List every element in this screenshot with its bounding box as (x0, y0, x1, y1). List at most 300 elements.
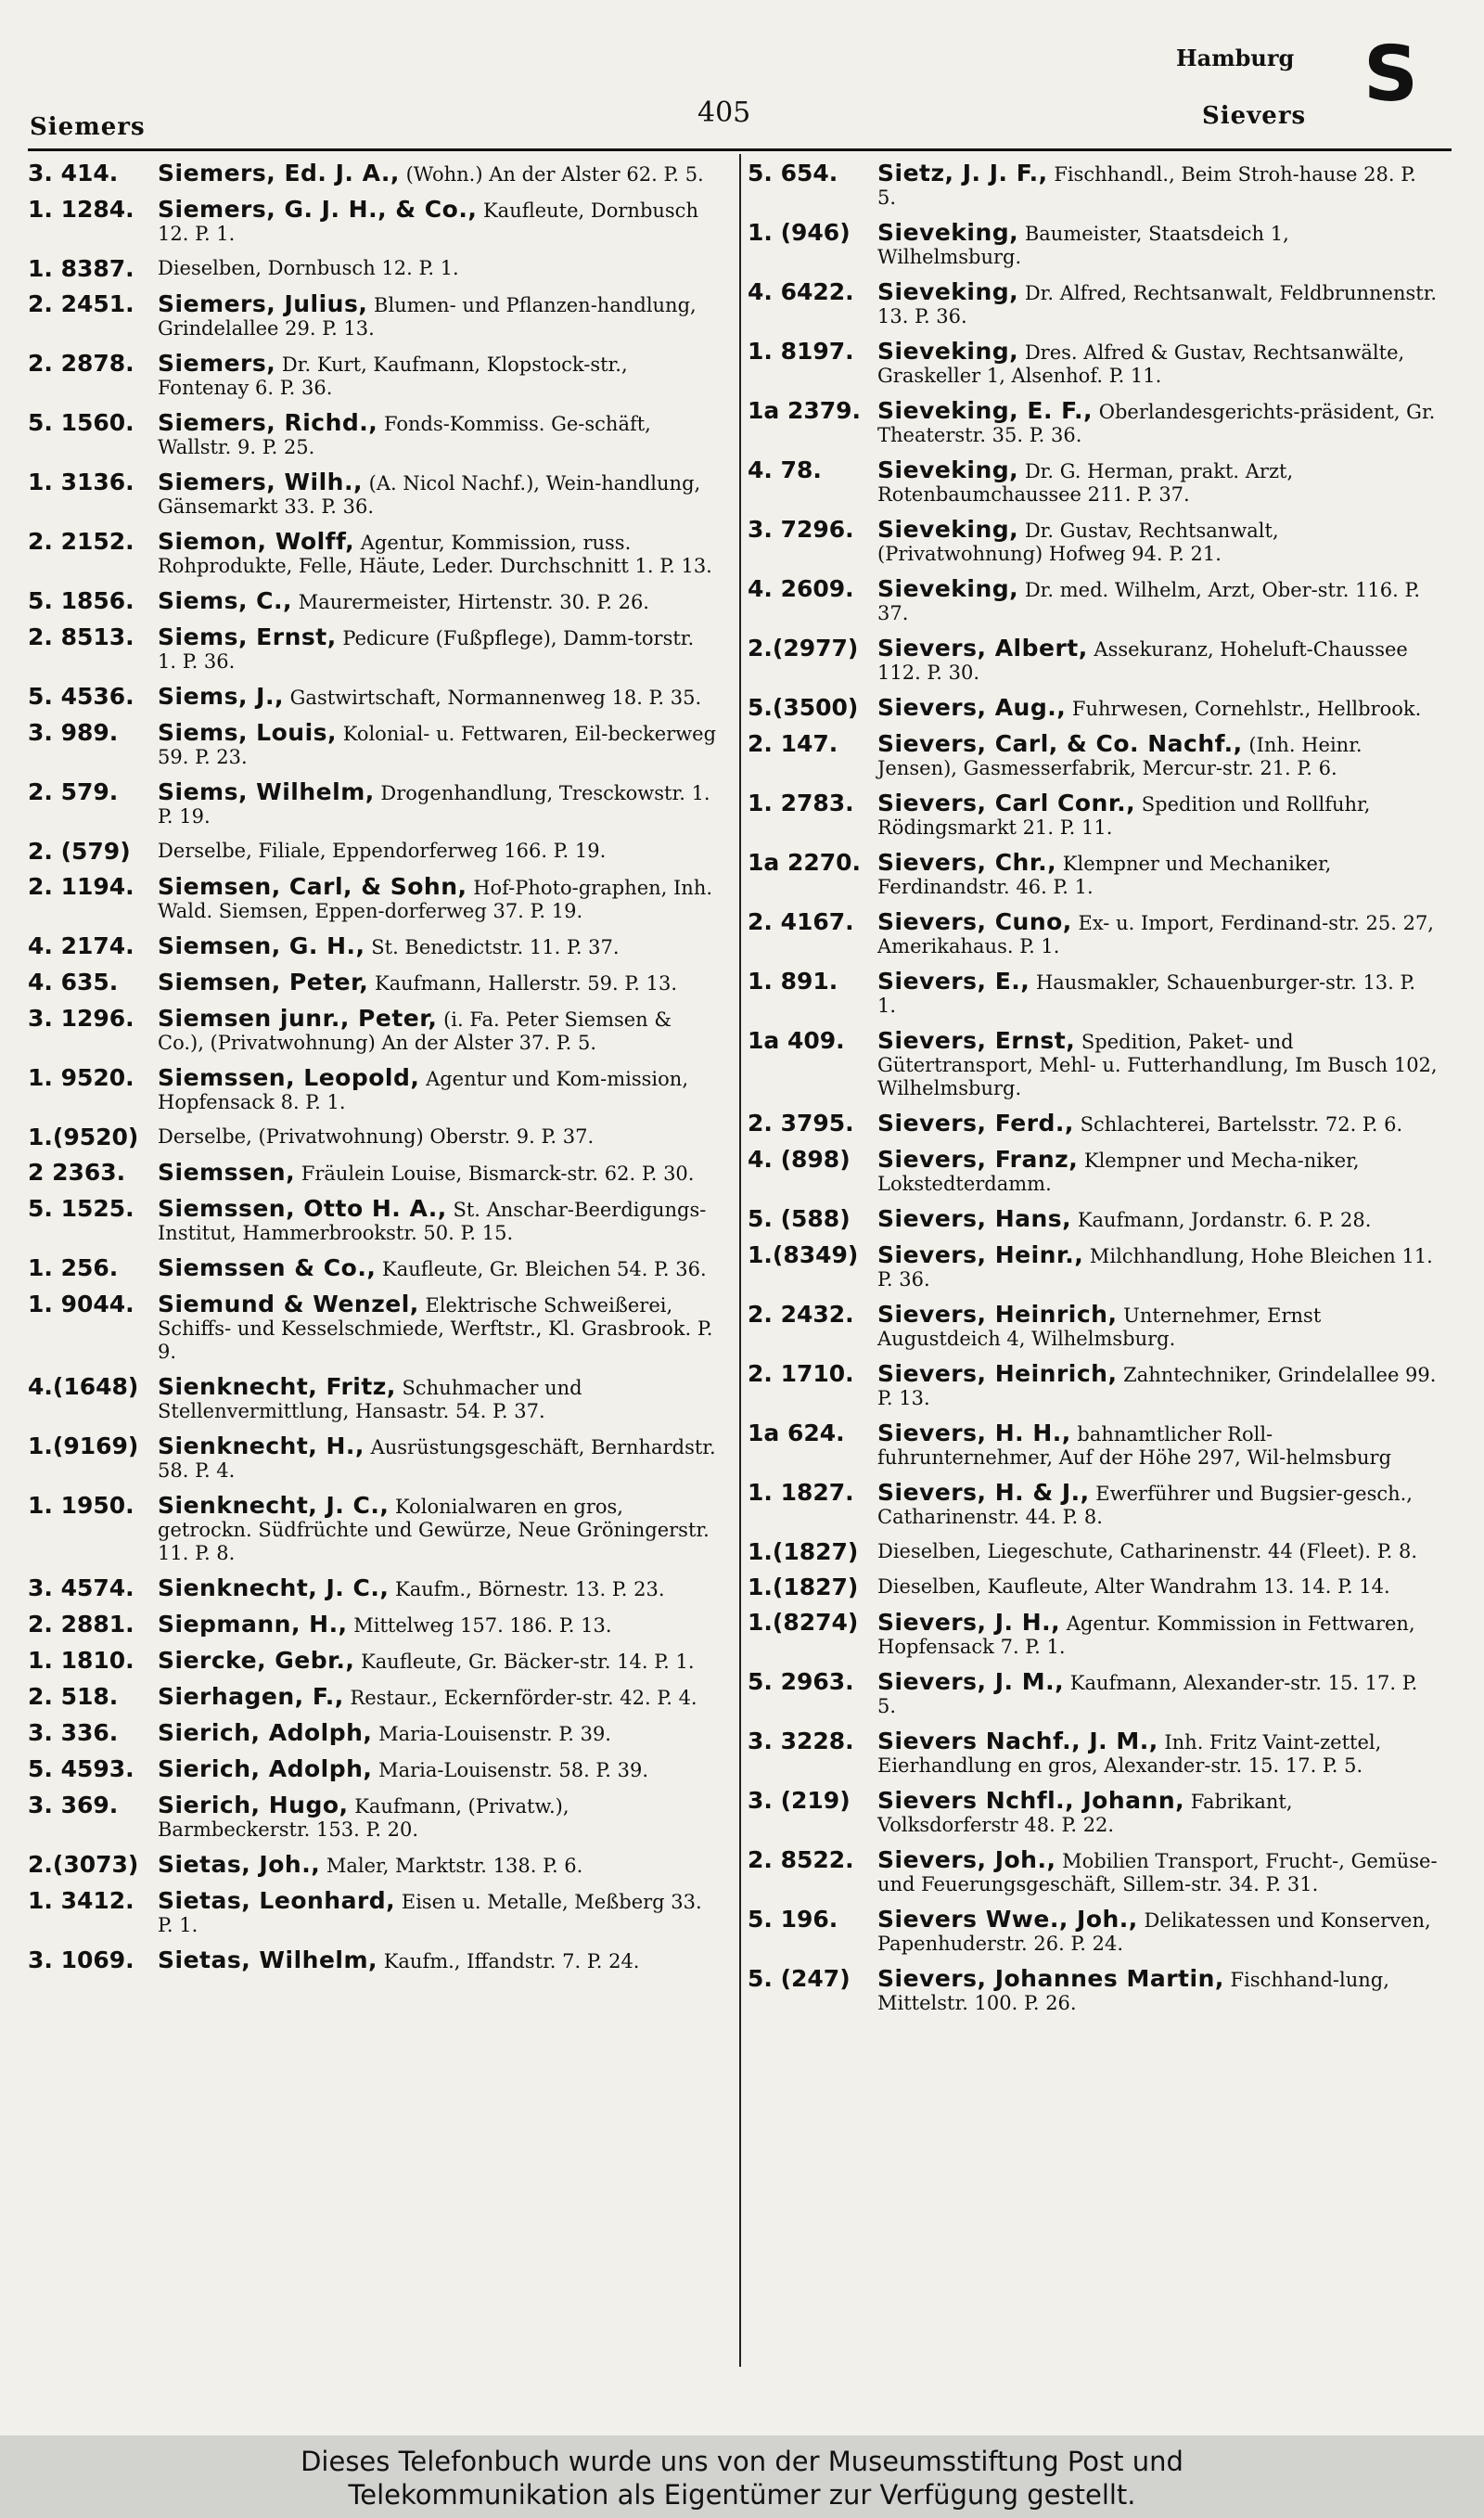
phone-number: 2. 2152. (28, 528, 134, 555)
entry-text (877, 280, 1438, 328)
subscriber-details: Derselbe, Filiale, Eppendorferweg 166. P. 19. (158, 840, 607, 862)
subscriber-name: Siepmann, H., (158, 1611, 348, 1638)
subscriber-details: Assekuranz, Hoheluft-Chaussee 112. P. 30. (877, 638, 1408, 684)
directory-entry (748, 1908, 1438, 1956)
subscriber-name: Sievers, Heinr., (877, 1241, 1084, 1268)
subscriber-name: Sienknecht, J. C., (158, 1574, 390, 1601)
directory-entry (748, 221, 1438, 269)
phone-number: 3. 989. (28, 719, 119, 746)
directory-entry (28, 1948, 718, 1973)
directory-entry (748, 1029, 1438, 1100)
phone-number: 1.(9520) (28, 1124, 139, 1150)
subscriber-details: Kolonial- u. Fettwaren, Eil-beckerweg 59. P. 23. (158, 723, 717, 768)
entry-text (158, 625, 718, 674)
phone-number: 4. 2174. (28, 932, 134, 959)
directory-entry (748, 458, 1438, 507)
directory-entry (748, 1421, 1438, 1470)
subscriber-name: Sievers, J. M., (877, 1668, 1065, 1695)
directory-entry (28, 411, 718, 459)
phone-number: 2. 147. (748, 730, 838, 757)
phone-number: 1. 256. (28, 1254, 119, 1281)
phone-number: 2.(3073) (28, 1851, 139, 1878)
phone-number: 2. 2451. (28, 290, 134, 317)
subscriber-name: Sievers, Chr., (877, 849, 1057, 876)
directory-entry (28, 1161, 718, 1186)
entry-text (877, 1967, 1438, 2015)
subscriber-details: Fischhandl., Beim Stroh-hause 28. P. 5. (877, 163, 1416, 209)
entry-text (158, 530, 718, 578)
subscriber-name: Siemers, Wilh., (158, 469, 363, 495)
directory-entry (28, 934, 718, 959)
entry-text (158, 780, 718, 829)
directory-entry (748, 399, 1438, 447)
subscriber-details: Kaufleute, Dornbusch 12. P. 1. (158, 199, 698, 245)
header-right-keyword: Sievers (1202, 102, 1307, 130)
phone-number: 2.(2977) (748, 635, 859, 662)
directory-entry (748, 1967, 1438, 2015)
page-number: 405 (697, 96, 751, 129)
subscriber-details: Fabrikant, Volksdorferstr 48. P. 22. (877, 1791, 1293, 1836)
phone-number: 1. 1284. (28, 196, 134, 223)
phone-number: 1.(1827) (748, 1574, 859, 1600)
phone-number: 1. 3412. (28, 1887, 134, 1914)
directory-entry (28, 1853, 718, 1878)
entry-text (158, 875, 718, 923)
subscriber-name: Siems, Ernst, (158, 623, 337, 650)
subscriber-details: Dr. Gustav, Rechtsanwalt, (Privatwohnung) Hofweg 94. P. 21. (877, 520, 1279, 565)
phone-number: 3. 414. (28, 160, 119, 186)
directory-entry (28, 470, 718, 519)
subscriber-name: Sierich, Adolph, (158, 1755, 373, 1782)
subscriber-details: Kolonialwaren en gros, getrockn. Südfrüchte und Gewürze, Neue Gröningerstr. 11. P. 8. (158, 1496, 710, 1564)
subscriber-name: Sievers, Aug., (877, 694, 1067, 721)
subscriber-name: Siemssen, Leopold, (158, 1064, 420, 1091)
phone-number: 2. 1194. (28, 873, 134, 900)
phone-number: 1. (946) (748, 219, 851, 246)
subscriber-details: Restaur., Eckernförder-str. 42. P. 4. (343, 1687, 697, 1709)
phone-number: 1. 8387. (28, 255, 134, 282)
phone-number: 2 2363. (28, 1159, 126, 1186)
subscriber-name: Sievers Wwe., Joh., (877, 1906, 1138, 1933)
directory-entry (28, 840, 718, 864)
subscriber-name: Sievers, J. H., (877, 1609, 1061, 1636)
subscriber-details: Schlachterei, Bartelsstr. 72. P. 6. (1073, 1113, 1403, 1136)
subscriber-name: Siems, Louis, (158, 719, 338, 746)
subscriber-details: Dr. Alfred, Rechtsanwalt, Feldbrunnenstr. 13. P. 36. (877, 282, 1438, 328)
subscriber-name: Sieveking, (877, 219, 1019, 246)
subscriber-name: Sietas, Leonhard, (158, 1887, 396, 1914)
phone-number: 5. 654. (748, 160, 838, 186)
entry-text (158, 1889, 718, 1937)
entry-text (158, 1494, 718, 1565)
entry-text (877, 399, 1438, 447)
entry-text (158, 721, 718, 769)
directory-entry (28, 1649, 718, 1674)
phone-number: 3. 1296. (28, 1005, 134, 1032)
entry-text (877, 1421, 1438, 1470)
phone-number: 2. 8513. (28, 623, 134, 650)
directory-entry (28, 1125, 718, 1150)
entry-text (877, 791, 1438, 840)
entry-text (877, 1848, 1438, 1896)
subscriber-details: Kaufmann, (Privatw.), Barmbeckerstr. 153. P. 20. (158, 1795, 569, 1841)
phone-number: 1. 1827. (748, 1479, 854, 1506)
header-rule (28, 148, 1452, 151)
subscriber-details: Kaufleute, Gr. Bleichen 54. P. 36. (376, 1258, 707, 1280)
entry-text (158, 1757, 718, 1782)
directory-entry (748, 1848, 1438, 1896)
phone-number: 2. 3795. (748, 1110, 854, 1137)
subscriber-name: Siems, Wilhelm, (158, 778, 375, 805)
phone-number: 5. (588) (748, 1205, 851, 1232)
directory-entry (748, 696, 1438, 721)
entry-text (158, 934, 718, 959)
directory-entry (28, 1685, 718, 1710)
subscriber-details: Hof-Photo-graphen, Inh. Wald. Siemsen, Eppen-dorferweg 37. P. 19. (158, 877, 713, 922)
entry-text (158, 1125, 718, 1150)
subscriber-name: Siemers, Julius, (158, 290, 368, 317)
directory-entry (28, 875, 718, 923)
subscriber-name: Sierich, Adolph, (158, 1719, 373, 1746)
subscriber-details: Fischhand-lung, Mittelstr. 100. P. 26. (877, 1969, 1389, 2014)
phone-number: 1. 9520. (28, 1064, 134, 1091)
subscriber-details: Schuhmacher und Stellenvermittlung, Hansastr. 54. P. 37. (158, 1377, 582, 1422)
entry-text (158, 352, 718, 400)
directory-entry (28, 589, 718, 614)
subscriber-details: Dr. G. Herman, prakt. Arzt, Rotenbaumchaussee 211. P. 37. (877, 460, 1294, 506)
entry-text (877, 1207, 1438, 1232)
directory-entry (28, 198, 718, 246)
phone-number: 1.(8349) (748, 1241, 859, 1268)
subscriber-name: Sievers, Franz, (877, 1146, 1079, 1173)
directory-entry (28, 1256, 718, 1281)
phone-number: 5.(3500) (748, 694, 859, 721)
phone-number: 5. 2963. (748, 1668, 854, 1695)
subscriber-details: bahnamtlicher Roll-fuhrunternehmer, Auf der Höhe 297, Wil-helmsburg (877, 1423, 1392, 1469)
directory-entry (28, 625, 718, 674)
entry-text (158, 1375, 718, 1423)
directory-entry (748, 910, 1438, 958)
directory-entry (28, 721, 718, 769)
entry-text (877, 1111, 1438, 1137)
subscriber-name: Sieveking, (877, 575, 1019, 602)
subscriber-name: Siemers, Ed. J. A., (158, 160, 400, 186)
directory-entry (748, 1362, 1438, 1410)
directory-entry (28, 1292, 718, 1364)
phone-number: 2. 8522. (748, 1846, 854, 1873)
subscriber-name: Siemers, (158, 350, 276, 377)
phone-number: 1a 2379. (748, 397, 862, 424)
subscriber-details: Mobilien Transport, Frucht-, Gemüse- und Feuerungsgeschäft, Sillem-str. 34. P. 31. (877, 1850, 1438, 1895)
entry-text (877, 1670, 1438, 1718)
subscriber-details: Zahntechniker, Grindelallee 99. P. 13. (877, 1364, 1437, 1409)
subscriber-name: Sievers, H. & J., (877, 1479, 1090, 1506)
subscriber-name: Sievers, Joh., (877, 1846, 1056, 1873)
directory-entry (748, 970, 1438, 1018)
subscriber-details: (Wohn.) An der Alster 62. P. 5. (399, 163, 704, 186)
phone-number: 2. 2881. (28, 1611, 134, 1638)
phone-number: 2. (579) (28, 838, 131, 865)
directory-entry (28, 1889, 718, 1937)
subscriber-name: Sievers, Albert, (877, 635, 1088, 662)
subscriber-name: Sieveking, (877, 456, 1019, 483)
phone-number: 1a 409. (748, 1027, 845, 1054)
entry-text (158, 1649, 718, 1674)
subscriber-details: Oberlandesgerichts-präsident, Gr. Theaterstr. 35. P. 36. (877, 401, 1436, 446)
entry-text (877, 910, 1438, 958)
phone-number: 2. 2878. (28, 350, 134, 377)
subscriber-details: Eisen u. Metalle, Meßberg 33. P. 1. (158, 1891, 702, 1936)
entry-text (877, 161, 1438, 210)
directory-entry (28, 1434, 718, 1483)
entry-text (877, 696, 1438, 721)
directory-entry (28, 1066, 718, 1114)
entry-text (877, 340, 1438, 388)
directory-entry (748, 1148, 1438, 1196)
entry-text (158, 1256, 718, 1281)
subscriber-details: Delikatessen und Konserven, Papenhuderstr. 26. P. 24. (877, 1909, 1431, 1955)
phone-number: 4. 6422. (748, 278, 854, 305)
subscriber-details: (A. Nicol Nachf.), Wein-handlung, Gänsemarkt 33. P. 36. (158, 472, 701, 518)
subscriber-name: Sievers, Ferd., (877, 1110, 1074, 1137)
subscriber-name: Sievers Nchfl., Johann, (877, 1787, 1185, 1814)
subscriber-name: Sienknecht, Fritz, (158, 1373, 396, 1400)
directory-entry (748, 1111, 1438, 1137)
directory-entry (28, 161, 718, 186)
directory-entry (748, 636, 1438, 685)
phone-number: 1. 9044. (28, 1291, 134, 1317)
subscriber-details: Kaufm., Börnestr. 13. P. 23. (389, 1578, 665, 1600)
subscriber-name: Sierich, Hugo, (158, 1792, 349, 1818)
subscriber-details: Dieselben, Liegeschute, Catharinenstr. 44 (Fleet). P. 8. (877, 1540, 1417, 1562)
directory-entry (28, 530, 718, 578)
directory-entry (748, 280, 1438, 328)
phone-number: 4. (898) (748, 1146, 851, 1173)
subscriber-name: Siemsen junr., Peter, (158, 1005, 438, 1032)
column-divider (739, 154, 741, 2367)
subscriber-details: Ex- u. Import, Ferdinand-str. 25. 27, Amerikahaus. P. 1. (877, 912, 1434, 957)
phone-number: 2. 4167. (748, 908, 854, 935)
subscriber-name: Sietas, Joh., (158, 1851, 321, 1878)
entry-text (877, 1362, 1438, 1410)
directory-entry (28, 1007, 718, 1055)
subscriber-details: Hausmakler, Schauenburger-str. 13. P. 1. (877, 971, 1416, 1017)
entry-text (158, 1066, 718, 1114)
subscriber-details: Maler, Marktstr. 138. P. 6. (320, 1855, 583, 1877)
subscriber-name: Sievers, Carl Conr., (877, 790, 1136, 816)
directory-entry (748, 732, 1438, 780)
subscriber-name: Sieveking, (877, 338, 1019, 365)
entry-text (158, 970, 718, 996)
entry-text (877, 577, 1438, 625)
subscriber-details: Milchhandlung, Hohe Bleichen 11. P. 36. (877, 1245, 1433, 1291)
directory-entry (748, 1611, 1438, 1659)
phone-number: 3. 1069. (28, 1946, 134, 1973)
phone-number: 2. 579. (28, 778, 119, 805)
phone-number: 3. 7296. (748, 516, 854, 543)
subscriber-details: Maria-Louisenstr. 58. P. 39. (372, 1759, 649, 1781)
phone-number: 1. 8197. (748, 338, 854, 365)
subscriber-details: (Inh. Heinr. Jensen), Gasmesserfabrik, Mercur-str. 21. P. 6. (877, 734, 1362, 779)
subscriber-name: Siercke, Gebr., (158, 1647, 355, 1674)
subscriber-name: Sievers, Carl, & Co. Nachf., (877, 730, 1243, 757)
subscriber-name: Siemssen, Otto H. A., (158, 1195, 447, 1222)
entry-text (877, 1575, 1438, 1599)
phone-number: 1. 1810. (28, 1647, 134, 1674)
phone-number: 5. 1525. (28, 1195, 134, 1222)
directory-entry (748, 1540, 1438, 1564)
directory-entry (748, 1481, 1438, 1529)
subscriber-details: Klempner und Mechaniker, Ferdinandstr. 46. P. 1. (877, 853, 1332, 898)
subscriber-details: Fräulein Louise, Bismarck-str. 62. P. 30. (295, 1163, 695, 1185)
subscriber-details: Kaufmann, Hallerstr. 59. P. 13. (368, 972, 678, 995)
subscriber-details: Derselbe, (Privatwohnung) Oberstr. 9. P. 37. (158, 1125, 595, 1148)
entry-text (877, 1148, 1438, 1196)
directory-entry (748, 1789, 1438, 1837)
subscriber-name: Siemssen, (158, 1159, 296, 1186)
phone-number: 4. 635. (28, 969, 119, 996)
phone-number: 4. 78. (748, 456, 822, 483)
entry-text (158, 589, 718, 614)
header-letter: S (1363, 31, 1419, 119)
entry-text (877, 636, 1438, 685)
subscriber-name: Sievers Nachf., J. M., (877, 1728, 1158, 1754)
subscriber-details: Dieselben, Kaufleute, Alter Wandrahm 13. 14. P. 14. (877, 1575, 1390, 1598)
header-left-keyword: Siemers (30, 113, 146, 141)
subscriber-details: St. Benedictstr. 11. P. 37. (365, 936, 620, 958)
entry-text (877, 1729, 1438, 1778)
phone-number: 5. (247) (748, 1965, 851, 1992)
subscriber-details: Dres. Alfred & Gustav, Rechtsanwälte, Graskeller 1, Alsenhof. P. 11. (877, 341, 1405, 387)
subscriber-name: Sietz, J. J. F., (877, 160, 1048, 186)
subscriber-details: Agentur. Kommission in Fettwaren, Hopfensack 7. P. 1. (877, 1612, 1415, 1658)
directory-entry (748, 791, 1438, 840)
subscriber-details: Inh. Fritz Vaint-zettel, Eierhandlung en gros, Alexander-str. 15. 17. P. 5. (877, 1731, 1382, 1777)
entry-text (158, 161, 718, 186)
subscriber-name: Siemon, Wolff, (158, 528, 355, 555)
subscriber-details: Pedicure (Fußpflege), Damm-torstr. 1. P. 36. (158, 627, 695, 673)
subscriber-name: Siemsen, Carl, & Sohn, (158, 873, 467, 900)
directory-entry (28, 1793, 718, 1842)
phone-number: 1.(8274) (748, 1609, 859, 1636)
subscriber-details: Maria-Louisenstr. P. 39. (372, 1723, 611, 1745)
phone-number: 5. 4536. (28, 683, 134, 710)
subscriber-details: Baumeister, Staatsdeich 1, Wilhelmsburg. (877, 223, 1289, 268)
directory-entry (28, 1576, 718, 1601)
entry-text (877, 1789, 1438, 1837)
subscriber-name: Sievers, E., (877, 968, 1030, 995)
entry-text (158, 1612, 718, 1638)
phone-number: 3. 4574. (28, 1574, 134, 1601)
phone-number: 3. (219) (748, 1787, 851, 1814)
subscriber-name: Sievers, H. H., (877, 1420, 1071, 1446)
phone-number: 3. 336. (28, 1719, 119, 1746)
footer-notice (0, 2435, 1484, 2518)
directory-entry (28, 970, 718, 996)
entry-text (158, 1853, 718, 1878)
subscriber-name: Sienknecht, H., (158, 1432, 365, 1459)
directory-entry (28, 292, 718, 340)
phone-number: 2. 518. (28, 1683, 119, 1710)
subscriber-details: (i. Fa. Peter Siemsen & Co.), (Privatwohnung) An der Alster 37. P. 5. (158, 1008, 672, 1054)
directory-entry (28, 257, 718, 281)
entry-text (877, 518, 1438, 566)
subscriber-details: Fonds-Kommiss. Ge-schäft, Wallstr. 9. P. 25. (158, 413, 651, 458)
phone-number: 4.(1648) (28, 1373, 139, 1400)
subscriber-name: Sieveking, (877, 278, 1019, 305)
right-column (748, 161, 1438, 2026)
entry-text (877, 221, 1438, 269)
directory-entry (748, 340, 1438, 388)
subscriber-details: Klempner und Mecha-niker, Lokstedterdamm. (877, 1150, 1360, 1195)
subscriber-name: Siemsen, Peter, (158, 969, 369, 996)
phone-number: 4. 2609. (748, 575, 854, 602)
entry-text (158, 198, 718, 246)
entry-text (158, 1948, 718, 1973)
header-city: Hamburg (1176, 45, 1295, 71)
entry-text (877, 1481, 1438, 1529)
entry-text (877, 1303, 1438, 1351)
subscriber-details: Dr. med. Wilhelm, Arzt, Ober-str. 116. P. 37. (877, 579, 1421, 624)
subscriber-details: Unternehmer, Ernst Augustdeich 4, Wilhelmsburg. (877, 1304, 1322, 1350)
entry-text (877, 732, 1438, 780)
directory-entry (28, 352, 718, 400)
phone-number: 3. 3228. (748, 1728, 854, 1754)
subscriber-details: Fuhrwesen, Cornehlstr., Hellbrook. (1066, 698, 1422, 720)
directory-entry (28, 1494, 718, 1565)
subscriber-details: Gastwirtschaft, Normannenweg 18. P. 35. (283, 687, 702, 709)
subscriber-name: Siemssen & Co., (158, 1254, 377, 1281)
entry-text (158, 1793, 718, 1842)
left-column (28, 161, 718, 1985)
subscriber-name: Siems, C., (158, 587, 293, 614)
subscriber-name: Sieveking, E. F., (877, 397, 1094, 424)
entry-text (158, 1161, 718, 1186)
directory-entry (28, 1375, 718, 1423)
subscriber-name: Sievers, Heinrich, (877, 1360, 1118, 1387)
phone-number: 1a 624. (748, 1420, 845, 1446)
subscriber-details: Agentur und Kom-mission, Hopfensack 8. P. 1. (158, 1068, 688, 1113)
phone-number: 2. 1710. (748, 1360, 854, 1387)
subscriber-details: Blumen- und Pflanzen-handlung, Grindelallee 29. P. 13. (158, 294, 697, 340)
directory-entry (28, 1721, 718, 1746)
subscriber-details: Mittelweg 157. 186. P. 13. (347, 1614, 612, 1637)
entry-text (158, 685, 718, 710)
directory-entry (748, 518, 1438, 566)
entry-text (877, 1611, 1438, 1659)
phone-number: 1.(1827) (748, 1538, 859, 1565)
subscriber-details: Kaufmann, Jordanstr. 6. P. 28. (1071, 1209, 1372, 1231)
subscriber-details: Spedition und Rollfuhr, Rödingsmarkt 21. P. 11. (877, 793, 1371, 839)
directory-entry (748, 1303, 1438, 1351)
directory-entry (748, 1575, 1438, 1599)
directory-entry (748, 1729, 1438, 1778)
directory-entry (748, 161, 1438, 210)
subscriber-details: Elektrische Schweißerei, Schiffs- und Kesselschmiede, Werftstr., Kl. Grasbrook. P. 9. (158, 1294, 713, 1363)
subscriber-name: Siemsen, G. H., (158, 932, 365, 959)
entry-text (158, 1292, 718, 1364)
subscriber-name: Sietas, Wilhelm, (158, 1946, 378, 1973)
subscriber-details: Maurermeister, Hirtenstr. 30. P. 26. (292, 591, 649, 613)
entry-text (158, 1721, 718, 1746)
entry-text (158, 1685, 718, 1710)
entry-text (158, 1434, 718, 1483)
subscriber-name: Sierhagen, F., (158, 1683, 344, 1710)
directory-entry (748, 1670, 1438, 1718)
subscriber-name: Siemund & Wenzel, (158, 1291, 419, 1317)
entry-text (158, 1007, 718, 1055)
phone-number: 5. 196. (748, 1906, 838, 1933)
